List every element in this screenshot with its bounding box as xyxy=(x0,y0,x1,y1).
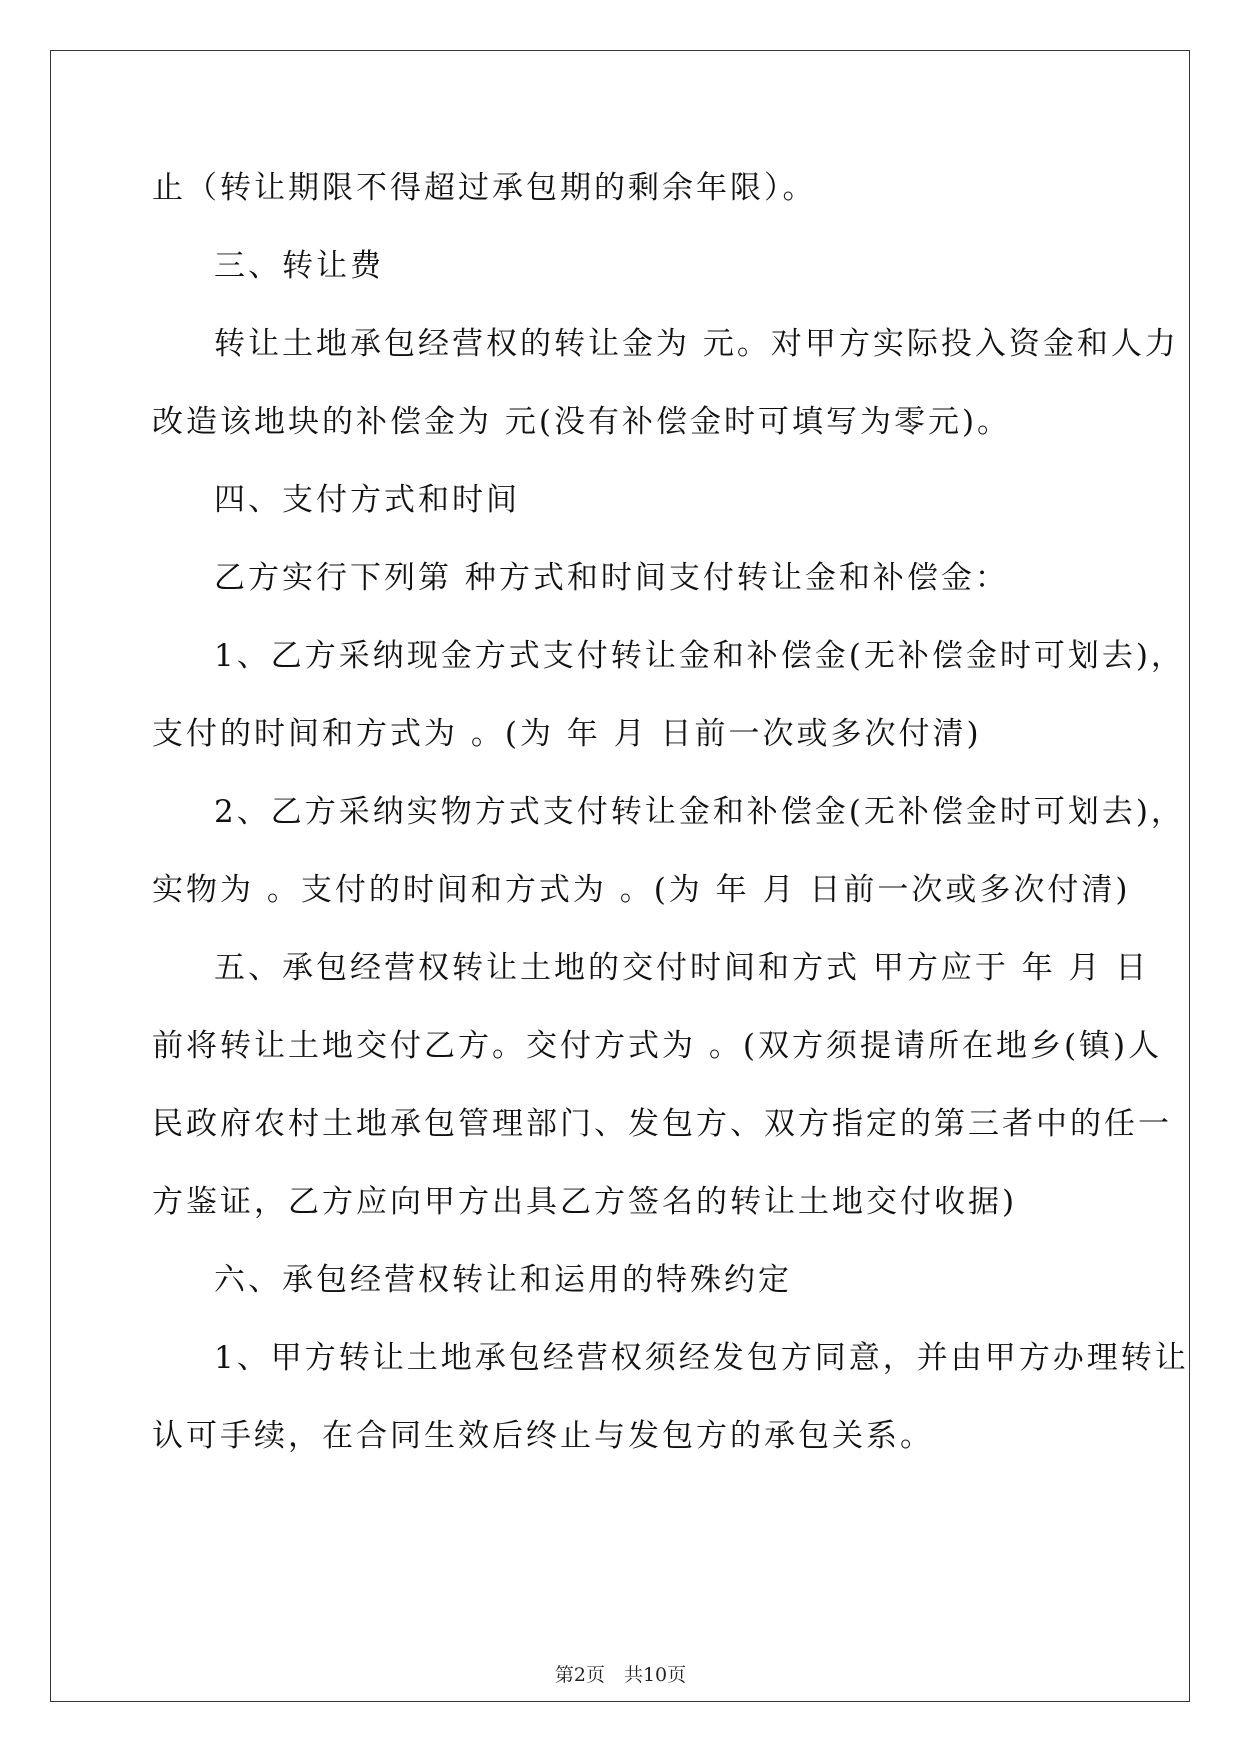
paragraph-line: 止（转让期限不得超过承包期的剩余年限）。 xyxy=(152,170,817,206)
section-heading: 三、转让费 xyxy=(214,248,384,284)
paragraph-line: 前将转让土地交付乙方。交付方式为 。(双方须提请所在地乡(镇)人 xyxy=(152,1028,1163,1064)
section-heading: 五、承包经营权转让土地的交付时间和方式 甲方应于 年 月 日 xyxy=(214,950,1150,986)
page-number: 第2页 共10页 xyxy=(554,1664,687,1686)
paragraph-line: 认可手续，在合同生效后终止与发包方的承包关系。 xyxy=(152,1418,934,1454)
paragraph-line: 支付的时间和方式为 。(为 年 月 日前一次或多次付清) xyxy=(152,716,982,752)
paragraph-line: 改造该地块的补偿金为 元(没有补偿金时可填写为零元)。 xyxy=(152,404,1012,440)
paragraph-line: 方鉴证，乙方应向甲方出具乙方签名的转让土地交付收据) xyxy=(152,1184,1018,1220)
paragraph-line: 民政府农村土地承包管理部门、发包方、双方指定的第三者中的任一 xyxy=(152,1106,1172,1142)
paragraph-line: 乙方实行下列第 种方式和时间支付转让金和补偿金： xyxy=(214,560,1009,596)
paragraph-line: 1、甲方转让土地承包经营权须经发包方同意，并由甲方办理转让 xyxy=(214,1340,1189,1376)
paragraph-line: 转让土地承包经营权的转让金为 元。对甲方实际投入资金和人力 xyxy=(214,326,1179,362)
section-heading: 四、支付方式和时间 xyxy=(214,482,520,518)
paragraph-line: 实物为 。支付的时间和方式为 。(为 年 月 日前一次或多次付清) xyxy=(152,872,1131,908)
section-heading: 六、承包经营权转让和运用的特殊约定 xyxy=(214,1262,792,1298)
paragraph-line: 2、乙方采纳实物方式支付转让金和补偿金(无补偿金时可划去)， xyxy=(214,794,1185,830)
paragraph-line: 1、乙方采纳现金方式支付转让金和补偿金(无补偿金时可划去)， xyxy=(214,638,1185,674)
